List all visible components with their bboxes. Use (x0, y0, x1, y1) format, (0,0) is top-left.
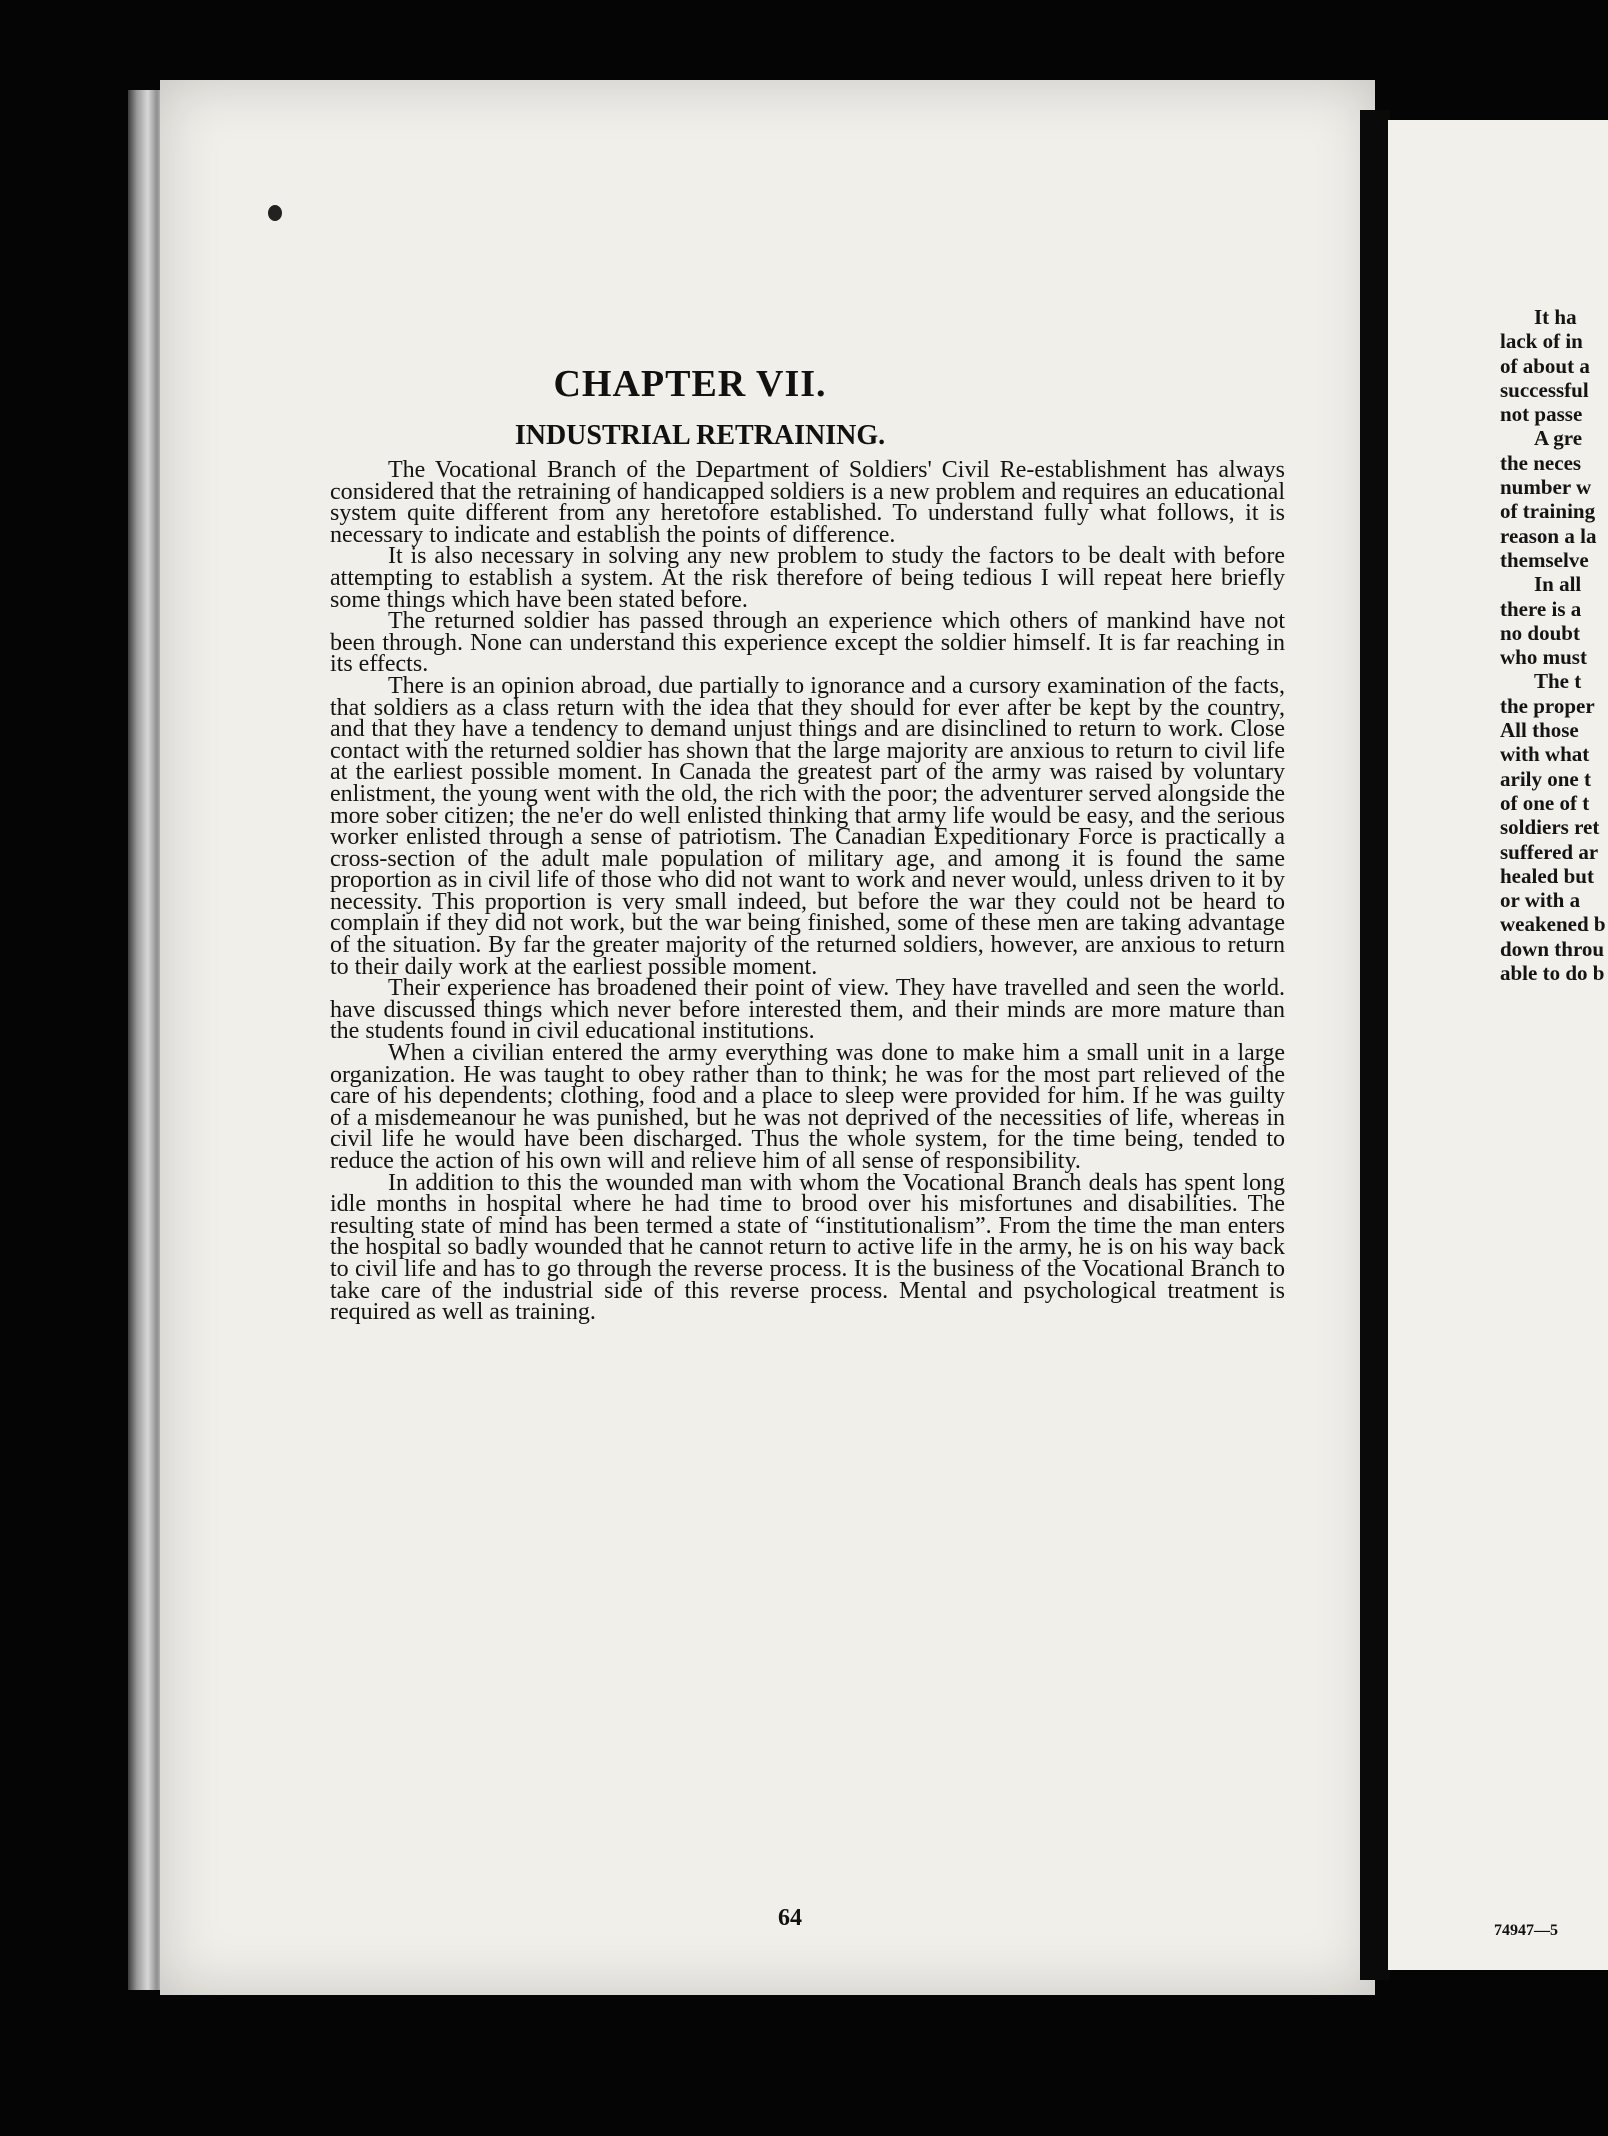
page-number: 64 (778, 1905, 802, 1931)
right-page-line: able to do b (1500, 961, 1605, 986)
right-page-line: with what (1500, 742, 1590, 767)
right-page-line: the neces (1500, 450, 1582, 475)
right-page-line: number w (1500, 475, 1592, 500)
right-page-line: successful (1500, 377, 1589, 402)
printer-code: 74947—5 (1494, 1922, 1558, 1939)
right-page-line: reason a la (1500, 523, 1597, 548)
paragraph-2: It is also necessary in solving any new problem to study the factors to be dealt with before attempting to establish a system. At the risk therefore of being tedious I will repeat here briefly some things which have been stated before. (330, 543, 1285, 613)
right-page-line: All those (1500, 718, 1579, 743)
chapter-title: CHAPTER VII. (553, 363, 827, 405)
paragraph-1: The Vocational Branch of the Department of Soldiers' Civil Re-establishment has always considered that the retraining of handicapped soldiers is a new problem and requires an educational system quite different from any heretofore established. To understand fully what follows, it is necessary to indicate and establish the points of difference. (330, 457, 1285, 548)
book-binding-edge (128, 90, 164, 1990)
section-title: INDUSTRIAL RETRAINING. (514, 420, 886, 451)
right-page-line: healed but (1500, 863, 1594, 888)
ink-spot (268, 205, 282, 221)
paragraph-4: There is an opinion abroad, due partially to ignorance and a cursory examination of the facts, that soldiers as a class return with the idea that they should for ever after be kept by the country, and that they have a tendency to demand unjust things and are disinclined to return to work. Close contact with the returned soldier has shown that the large majority are anxious to return to civil life at the earliest possible moment. In Canada the greatest part of the army was raised by voluntary enlistment, the young went with the old, the rich with the poor; the adventurer served alongside the more sober citizen; the ne'er do well enlisted thinking that army life would be easy, and the serious worker enlisted through a sense of patriotism. The Canadian Expeditionary Force is practically a cross-section of the adult male population of military age, and among it is found the same proportion as in civil life of those who did not want to work and never would, unless driven to it by necessity. This proportion is very small indeed, but before the war they could not be heard to complain if they did not work, but the war being finished, some of these men are taking advantage of the situation. By far the greater majority of the returned soldiers, however, are anxious to return to their daily work at the earliest possible moment. (330, 672, 1285, 980)
body-text (330, 457, 1285, 1326)
right-page-text (1500, 305, 1608, 985)
paragraph-7: In addition to this the wounded man with whom the Vocational Branch deals has spent long idle months in hospital where he had time to brood over his misfortunes and disabilities. The resulting state of mind has been termed a state of “institutionalism”. From the time the man enters the hospital so badly wounded that he cannot return to active life in the army, he is on his way back to civil life and has to go through the reverse process. It is the business of the Vocational Branch to take care of the industrial side of this reverse process. Mental and psychological treatment is required as well as training. (330, 1169, 1285, 1326)
right-page-line: soldiers ret (1500, 815, 1600, 840)
page-gutter (1360, 110, 1390, 1980)
right-page-line: or with a (1500, 888, 1581, 913)
right-page-line: lack of in (1500, 329, 1583, 354)
right-page-line: arily one t (1500, 766, 1591, 791)
right-page-line: It ha (1534, 305, 1577, 329)
right-page-line: no doubt (1500, 620, 1580, 645)
right-page-line: The t (1534, 669, 1582, 694)
right-page-line: of about a (1500, 353, 1590, 378)
right-page-line: A gre (1534, 426, 1583, 451)
right-page-line: the proper (1500, 693, 1595, 718)
right-page-line: themselve (1500, 547, 1589, 572)
right-page-line: down throu (1500, 936, 1605, 961)
right-page-line: not passe (1500, 402, 1583, 427)
paragraph-3: The returned soldier has passed through an experience which others of mankind have not been through. None can understand this experience except the soldier himself. It is far reaching in its effects. (330, 608, 1285, 678)
paragraph-5: Their experience has broadened their point of view. They have travelled and seen the world. have discussed things which never before interested them, and their minds are more mature than the students found in civil educational institutions. (330, 975, 1285, 1045)
paragraph-6: When a civilian entered the army everything was done to make him a small unit in a large organization. He was taught to obey rather than to think; he was for the most part relieved of the care of his dependents; clothing, food and a place to sleep were provided for him. If he was guilty of a misdemeanour he was punished, but he was not deprived of the necessities of life, whereas in civil life he would have been discharged. Thus the whole system, for the time being, tended to reduce the action of his own will and relieve him of all sense of responsibility. (330, 1040, 1285, 1174)
right-page-line: of training (1500, 499, 1596, 524)
right-page-line: there is a (1500, 596, 1582, 621)
right-page-line: weakened b (1500, 912, 1606, 937)
right-page-line: of one of t (1500, 790, 1590, 815)
right-page-line: In all (1534, 572, 1582, 597)
right-page-line: who must (1500, 645, 1587, 670)
right-page-line: suffered ar (1500, 839, 1599, 864)
